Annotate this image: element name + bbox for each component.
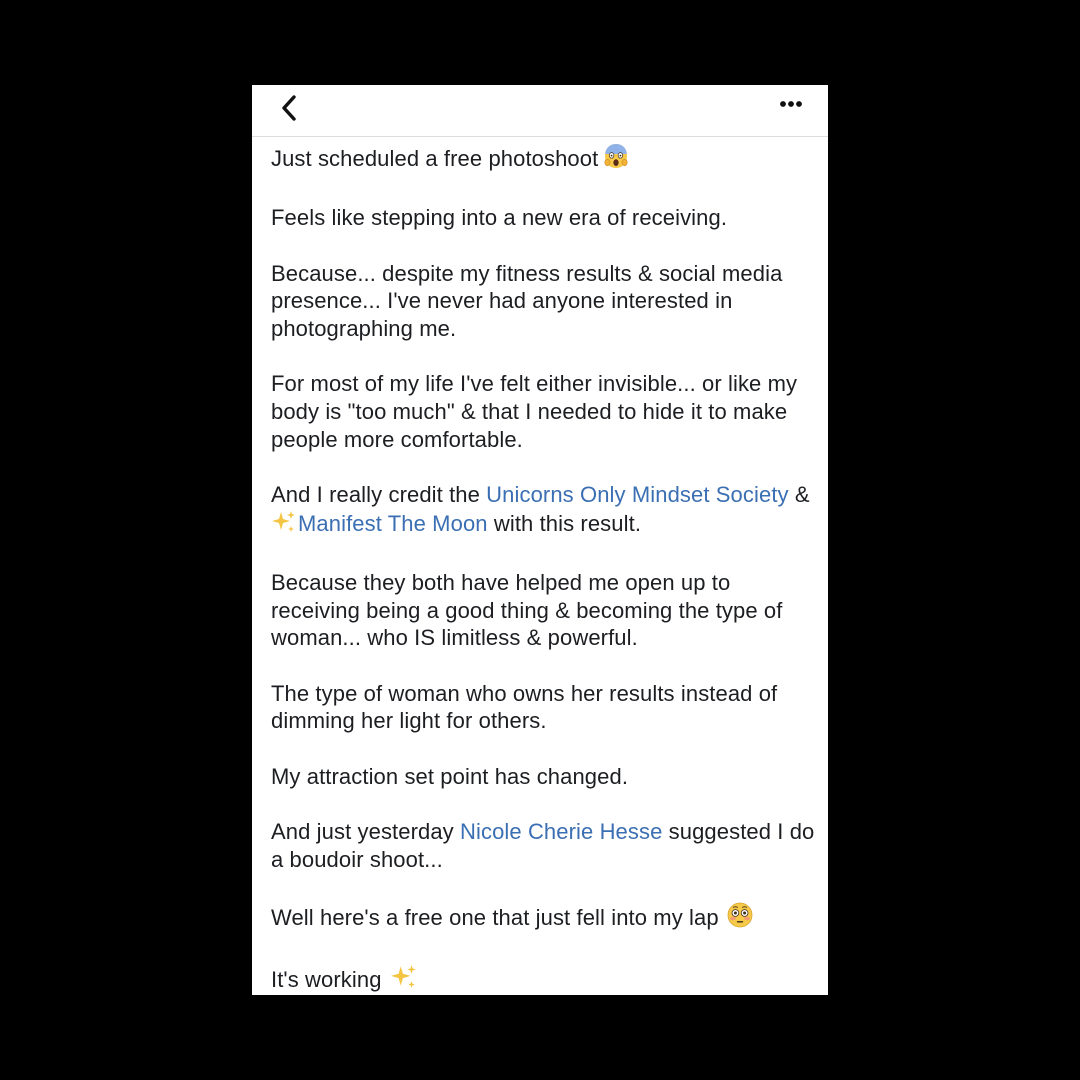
post-text-line: And just yesterday bbox=[271, 819, 460, 844]
post-paragraph-2: Feels like stepping into a new era of receiving. bbox=[271, 205, 728, 231]
post-text-line: with this result. bbox=[487, 510, 642, 536]
link-manifest-the-moon-label: Manifest The Moon bbox=[298, 510, 488, 536]
link-unicorns-only-mindset-society[interactable]: Unicorns Only Mindset Society bbox=[486, 482, 789, 507]
post-screen bbox=[252, 85, 828, 995]
post-paragraph-5 bbox=[271, 481, 817, 541]
sparkles-icon bbox=[271, 509, 297, 542]
post-paragraph-1 bbox=[271, 142, 817, 177]
post-paragraph-10 bbox=[271, 901, 817, 936]
post-text-line: suggested I do a boudoir shoot... bbox=[271, 819, 815, 872]
sparkles-icon bbox=[390, 963, 418, 995]
more-options-button[interactable] bbox=[774, 93, 808, 115]
chevron-left-icon bbox=[274, 89, 304, 129]
post-paragraph-8: My attraction set point has changed. bbox=[271, 763, 629, 789]
top-bar bbox=[252, 85, 828, 137]
post-text-line: Well here's a free one that just fell into my lap bbox=[271, 905, 719, 930]
more-horizontal-icon bbox=[774, 93, 808, 115]
post-text-line: & bbox=[788, 482, 810, 507]
post-text-line: And I really credit the bbox=[271, 482, 487, 507]
link-nicole-cherie-hesse[interactable]: Nicole Cherie Hesse bbox=[460, 819, 663, 844]
post-paragraph-6: Because they both have helped me open up to receiving being a good thing & becoming the type of woman... who IS limitless & powerful. bbox=[271, 570, 783, 651]
back-button[interactable] bbox=[274, 89, 304, 129]
post-paragraph-4: For most of my life I've felt either invisible... or like my body is "too much" & that I needed to hide it to make people more comfortable. bbox=[271, 371, 798, 452]
post-text-line: It's working bbox=[271, 967, 382, 993]
post-paragraph-7: The type of woman who owns her results instead of dimming her light for others. bbox=[271, 680, 778, 734]
post-text bbox=[271, 142, 817, 995]
screaming-face-icon bbox=[602, 142, 630, 177]
post-text-line: Just scheduled a free photoshoot bbox=[271, 146, 599, 171]
post-paragraph-3: Because... despite my fitness results & social media presence... I've never had anyone interested in photographing me. bbox=[271, 260, 783, 341]
link-manifest-the-moon[interactable] bbox=[271, 511, 488, 536]
flushed-face-icon bbox=[726, 901, 754, 936]
post-paragraph-9 bbox=[271, 818, 817, 873]
post-paragraph-11 bbox=[271, 963, 817, 995]
